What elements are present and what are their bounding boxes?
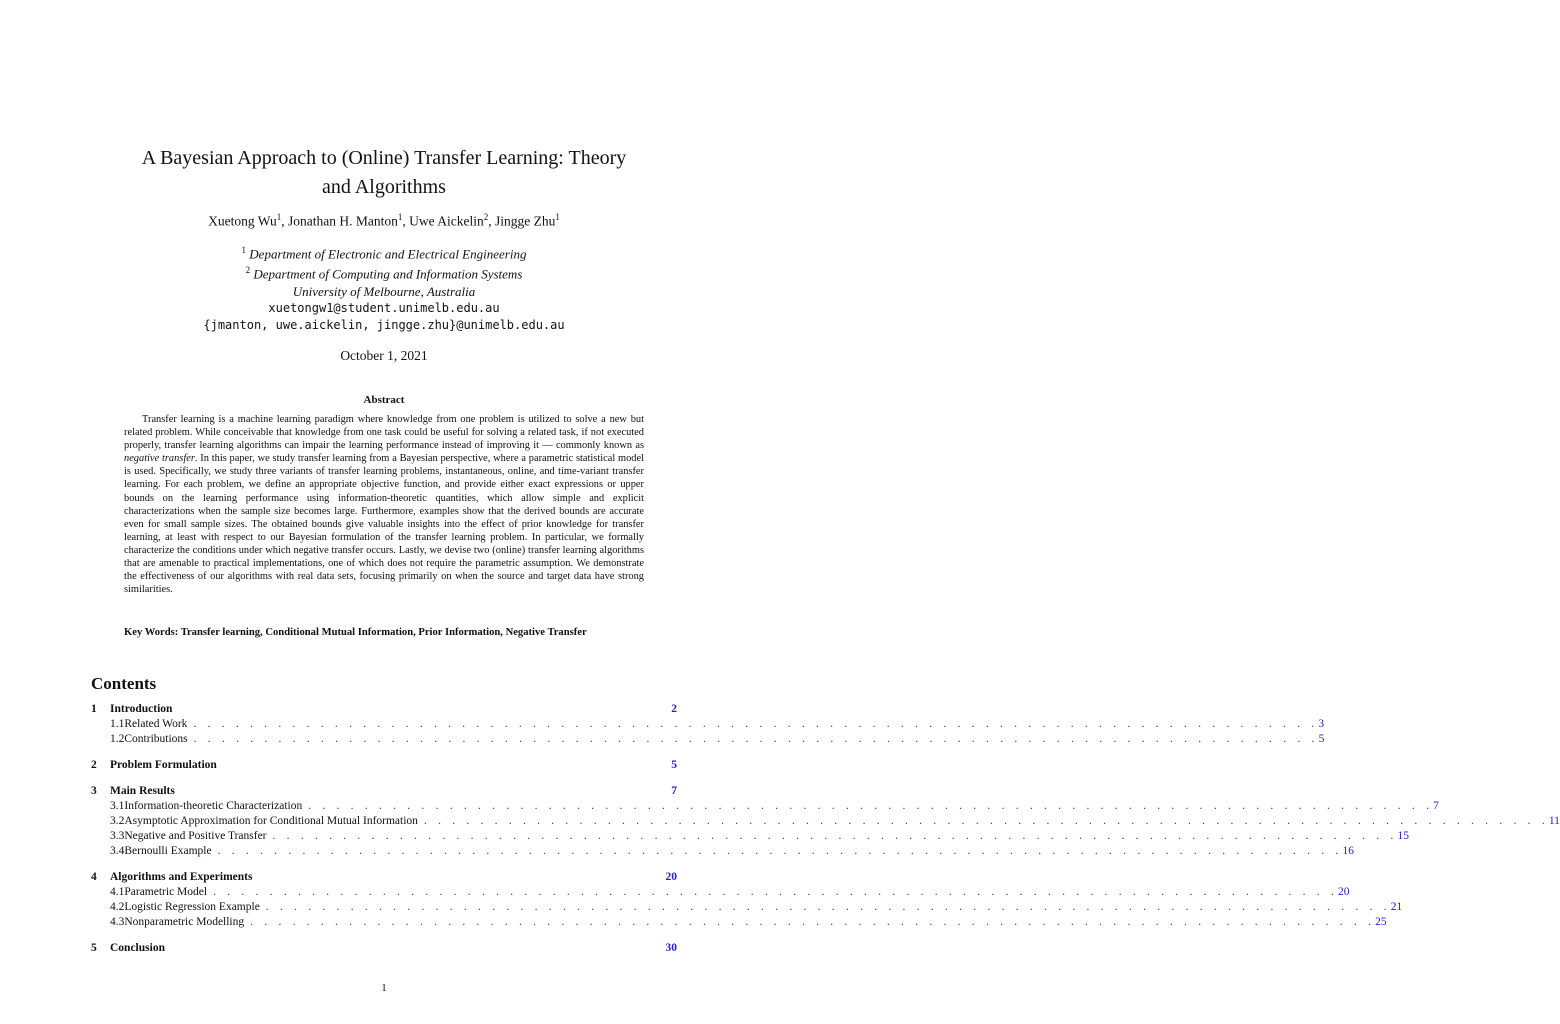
toc-spacer [91, 931, 677, 942]
toc-page-link[interactable]: 11 [1548, 815, 1560, 827]
toc-subsection-title[interactable]: Nonparametric Modelling [124, 916, 245, 928]
toc-subsection[interactable] [91, 901, 1403, 916]
paper-title [90, 144, 678, 202]
toc-subsection-number: 4.2 [110, 901, 125, 913]
toc-subsection-number: 1.2 [110, 733, 125, 745]
toc-leader-dots: . . . . . . . . . . . . . . . . . . . . . . . . . . . . . . . . . . . . . . . . . . . . . . . . . . . . . . . . . . . . . . . . . . . . . . . . . . . . . . . . [250, 916, 1376, 928]
toc-page-link[interactable]: 3 [1318, 718, 1325, 730]
toc-subsection-title[interactable]: Logistic Regression Example [124, 901, 260, 913]
toc-section-number: 5 [91, 942, 97, 954]
toc-subsection-number: 4.3 [110, 916, 125, 928]
toc-subsection-title[interactable]: Asymptotic Approximation for Conditional Mutual Information [124, 815, 418, 827]
toc-page-link[interactable]: 2 [671, 703, 677, 715]
toc-section-title[interactable]: Main Results [110, 785, 175, 797]
abstract-body [124, 413, 644, 596]
toc-subsection-title[interactable]: Bernoulli Example [124, 845, 212, 857]
toc-subsection[interactable] [91, 733, 1325, 748]
toc-leader-dots: . . . . . . . . . . . . . . . . . . . . . . . . . . . . . . . . . . . . . . . . . . . . . . . . . . . . . . . . . . . . . . . . . . . . . . . . . . . . . . . . [423, 815, 1549, 827]
toc-page-link[interactable]: 15 [1397, 830, 1409, 842]
toc-section[interactable] [91, 703, 677, 718]
email-2: {jmanton, uwe.aickelin, jingge.zhu}@unimelb.edu.au [203, 317, 565, 332]
author-list: Xuetong Wu$^1$, Jonathan H. Manton$^1$, Uwe Aickelin$^2$, Jingge Zhu$^1$ [208, 212, 560, 229]
abstract-heading: Abstract [363, 394, 405, 406]
author-name: Jonathan H. Manton [287, 213, 398, 229]
toc-section-number: 4 [91, 871, 97, 883]
toc-leader-dots: . . . . . . . . . . . . . . . . . . . . . . . . . . . . . . . . . . . . . . . . . . . . . . . . . . . . . . . . . . . . . . . . . . . . . . . . . . . . . . . . [272, 830, 1398, 842]
toc-subsection[interactable] [91, 886, 1350, 901]
toc-subsection-title[interactable]: Related Work [124, 718, 188, 730]
toc-page-link[interactable]: 5 [1318, 733, 1325, 745]
toc-subsection[interactable] [91, 845, 1355, 860]
author-affil-mark: 1 [555, 212, 560, 222]
author-name: Uwe Aickelin [409, 213, 484, 229]
author-affil-mark: 2 [483, 212, 489, 222]
page-number: 1 [381, 982, 387, 994]
toc-leader-dots: . . . . . . . . . . . . . . . . . . . . . . . . . . . . . . . . . . . . . . . . . . . . . . . . . . . . . . . . . . . . . . . . . . . . . . . . . . . . . . . . [308, 800, 1434, 812]
toc-subsection-title[interactable]: Negative and Positive Transfer [124, 830, 267, 842]
toc-subsection[interactable] [91, 916, 1387, 931]
toc-page-link[interactable]: 30 [665, 942, 677, 954]
toc-section-number: 1 [91, 703, 97, 715]
toc-leader-dots: . . . . . . . . . . . . . . . . . . . . . . . . . . . . . . . . . . . . . . . . . . . . . . . . . . . . . . . . . . . . . . . . . . . . . . . . . . . . . . . . [193, 733, 1319, 745]
toc-subsection-number: 3.2 [110, 815, 125, 827]
toc-page-link[interactable]: 16 [1342, 845, 1355, 857]
toc-subsection-number: 3.4 [110, 845, 125, 857]
contents-heading: Contents [91, 674, 157, 693]
toc-spacer [91, 860, 677, 871]
email-1: xuetongw1@student.unimelb.edu.au [268, 300, 500, 315]
toc-page-link[interactable]: 25 [1375, 916, 1387, 928]
toc-subsection-title[interactable]: Parametric Model [124, 886, 208, 898]
toc-section-title[interactable]: Algorithms and Experiments [110, 871, 253, 883]
affiliations [90, 242, 678, 334]
title-line-1: A Bayesian Approach to (Online) Transfer Learning: Theory [141, 147, 627, 169]
affil-mark: 1 [241, 245, 247, 255]
paper-date: October 1, 2021 [340, 348, 428, 363]
toc-subsection-title[interactable]: Information-theoretic Characterization [124, 800, 303, 812]
toc-section[interactable] [91, 759, 677, 774]
affiliation-2: Department of Computing and Information Systems [253, 266, 523, 282]
toc-leader-dots: . . . . . . . . . . . . . . . . . . . . . . . . . . . . . . . . . . . . . . . . . . . . . . . . . . . . . . . . . . . . . . . . . . . . . . . . . . . . . . . . [193, 718, 1319, 730]
toc-subsection[interactable] [91, 800, 1439, 815]
toc-leader-dots: . . . . . . . . . . . . . . . . . . . . . . . . . . . . . . . . . . . . . . . . . . . . . . . . . . . . . . . . . . . . . . . . . . . . . . . . . . . . . . . . [265, 901, 1391, 913]
toc-section[interactable] [91, 785, 677, 800]
toc-leader-dots: . . . . . . . . . . . . . . . . . . . . . . . . . . . . . . . . . . . . . . . . . . . . . . . . . . . . . . . . . . . . . . . . . . . . . . . . . . . . . . . . [213, 886, 1339, 898]
toc-section-number: 3 [91, 785, 97, 797]
abstract-text-1: Transfer learning is a machine learning paradigm where knowledge from one problem is utilized to solve a new but related problem. While conceivable that knowledge from one task could be useful for solving a related task, if not executed properly, transfer learning algorithms can impair the learning performance instead of improving it — commonly known as [124, 414, 644, 452]
toc-section-title[interactable]: Problem Formulation [110, 759, 217, 771]
affiliation-1: Department of Electronic and Electrical Engineering [249, 246, 527, 262]
university: University of Melbourne, Australia [292, 283, 476, 299]
toc-subsection-number: 3.3 [110, 830, 125, 842]
toc-page-link[interactable]: 21 [1390, 901, 1403, 913]
toc-subsection-title[interactable]: Contributions [124, 733, 188, 745]
toc-spacer [91, 774, 677, 785]
toc-subsection-number: 4.1 [110, 886, 125, 898]
toc-page-link[interactable]: 20 [665, 871, 677, 883]
toc-page-link[interactable]: 7 [671, 785, 677, 797]
keywords: Key Words: Transfer learning, Conditional Mutual Information, Prior Information, Negative Transfer [124, 627, 587, 638]
toc-subsection-number: 1.1 [110, 718, 125, 730]
author-affil-mark: 1 [276, 212, 282, 222]
toc-subsection[interactable] [91, 830, 1409, 845]
toc-section-title[interactable]: Introduction [110, 703, 173, 715]
table-of-contents [91, 703, 1560, 957]
toc-page-link[interactable]: 5 [671, 759, 677, 771]
author-name: Jingge Zhu [494, 213, 556, 229]
toc-page-link[interactable]: 20 [1338, 886, 1350, 898]
author-name: Xuetong Wu [208, 213, 277, 229]
author-affil-mark: 1 [397, 212, 403, 222]
abstract-emphasis: negative transfer [124, 453, 195, 465]
toc-section-title[interactable]: Conclusion [110, 942, 165, 954]
abstract-text-2: . In this paper, we study transfer learning from a Bayesian perspective, where a parametric statistical model is used. Specifically, we study three variants of transfer learning problems, instantaneous, online, and time-variant transfer learning. For each problem, we define an appropriate objective function, and provide either exact expressions or upper bounds on the learning performance using information-theoretic quantities, which allow simple and explicit characterizations when the sample size becomes large. Furthermore, examples show that the derived bounds are accurate even for small sample sizes. The obtained bounds give valuable insights into the effect of prior knowledge for transfer learning, at least with respect to our Bayesian formulation of the transfer learning problem. In particular, we formally characterize the conditions under which negative transfer occurs. Lastly, we devise two (online) transfer learning algorithms that are amenable to practical implementations, one of which does not require the parametric assumption. We demonstrate the effectiveness of our algorithms with real data sets, focusing primarily on when the source and target data have strong similarities. [124, 453, 644, 596]
title-line-2: and Algorithms [322, 176, 446, 198]
toc-subsection[interactable] [91, 815, 1560, 830]
toc-section[interactable] [91, 871, 677, 886]
toc-section-number: 2 [91, 759, 97, 771]
affil-mark: 2 [245, 265, 251, 276]
toc-subsection[interactable] [91, 718, 1325, 733]
toc-leader-dots: . . . . . . . . . . . . . . . . . . . . . . . . . . . . . . . . . . . . . . . . . . . . . . . . . . . . . . . . . . . . . . . . . . . . . . . . . . . . . . . . [217, 845, 1343, 857]
toc-subsection-number: 3.1 [110, 800, 125, 812]
toc-section[interactable] [91, 942, 677, 957]
toc-page-link[interactable]: 7 [1433, 800, 1439, 812]
toc-spacer [91, 748, 677, 759]
